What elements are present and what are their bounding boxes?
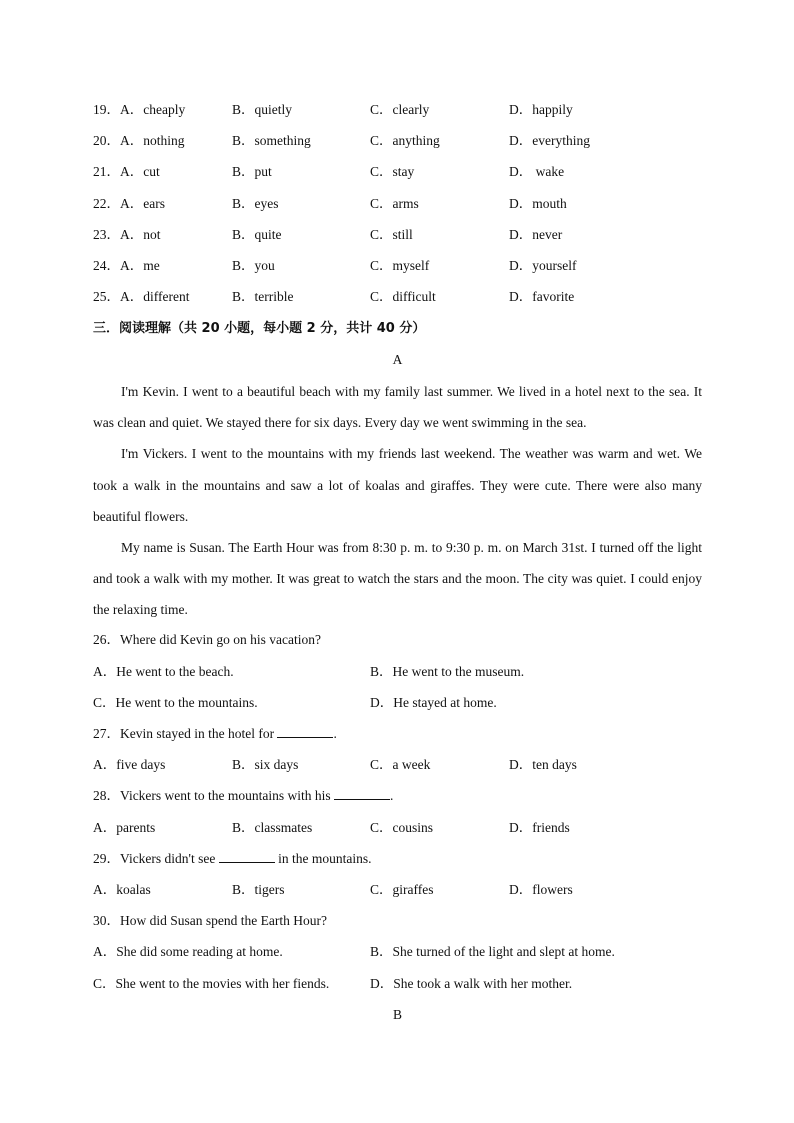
question-number: 21． xyxy=(93,164,120,179)
answer-blank xyxy=(277,723,333,738)
option-b: B．classmates xyxy=(232,820,313,835)
option-c: C．difficult xyxy=(370,289,436,304)
question-29-options xyxy=(93,879,702,901)
question-number-and-option-a xyxy=(93,286,189,308)
question-number: 25． xyxy=(93,289,120,304)
question-28-options xyxy=(93,817,702,839)
question-number: 20． xyxy=(93,133,120,148)
option-d: D．yourself xyxy=(509,258,577,273)
option-b: B．something xyxy=(232,133,311,148)
option-d: D．never xyxy=(509,227,563,242)
option-c: C．He went to the mountains. xyxy=(93,695,258,710)
passage-a-label: A xyxy=(392,352,403,367)
option-d: D．friends xyxy=(509,820,570,835)
question-26-options-row-1 xyxy=(93,661,702,683)
option-d: D．He stayed at home. xyxy=(370,695,497,710)
option-b: B．you xyxy=(232,258,275,273)
option-a: A．different xyxy=(120,289,190,304)
option-c: C．arms xyxy=(370,196,419,211)
option-b: B．She turned of the light and slept at home. xyxy=(370,944,615,959)
passage-b-label: B xyxy=(392,1007,402,1022)
question-27-stem xyxy=(93,723,702,745)
option-d: D．favorite xyxy=(509,289,575,304)
option-a: A．cheaply xyxy=(120,102,186,117)
option-c: C．anything xyxy=(370,133,440,148)
option-a: A．me xyxy=(120,258,160,273)
option-d: D．mouth xyxy=(509,196,567,211)
question-number: 22． xyxy=(93,196,120,211)
answer-blank xyxy=(334,785,390,800)
option-c: C．a week xyxy=(370,757,431,772)
option-a: A．not xyxy=(120,227,161,242)
question-26-stem: 26．Where did Kevin go on his vacation? xyxy=(93,632,321,647)
stem-text: 27．Kevin stayed in the hotel for xyxy=(93,726,278,741)
option-c: C．cousins xyxy=(370,820,434,835)
stem-text: 29．Vickers didn't see xyxy=(93,851,219,866)
cloze-question-row xyxy=(93,193,702,215)
option-a: A．cut xyxy=(120,164,160,179)
passage-paragraph: My name is Susan. The Earth Hour was from 8:30 p. m. to 9:30 p. m. on March 31st. I turned off the light and took a walk with my mother. It was great to watch the stars and the moon. The city was quiet. I could enjoy the relaxing time. xyxy=(93,540,702,618)
passage-a-body xyxy=(93,376,702,626)
stem-text-end: . xyxy=(390,788,394,803)
option-c: C．still xyxy=(370,227,413,242)
option-d: D． wake xyxy=(509,164,565,179)
option-a: A．nothing xyxy=(120,133,185,148)
option-c: C．She went to the movies with her fiends. xyxy=(93,976,330,991)
cloze-question-row xyxy=(93,130,702,152)
option-d: D．flowers xyxy=(509,882,573,897)
cloze-question-row xyxy=(93,286,702,308)
option-a: A．She did some reading at home. xyxy=(93,944,283,959)
question-28-stem xyxy=(93,785,702,807)
question-number-and-option-a xyxy=(93,161,160,183)
cloze-question-row xyxy=(93,224,702,246)
cloze-question-row xyxy=(93,161,702,183)
option-b: B．He went to the museum. xyxy=(370,664,525,679)
option-a: A．five days xyxy=(93,757,166,772)
option-a: A．koalas xyxy=(93,882,151,897)
option-a: A．parents xyxy=(93,820,156,835)
question-30-stem: 30．How did Susan spend the Earth Hour? xyxy=(93,913,327,928)
question-30-options-row-2 xyxy=(93,973,702,995)
option-d: D．happily xyxy=(509,102,573,117)
cloze-question-row xyxy=(93,255,702,277)
option-a: A．ears xyxy=(120,196,165,211)
option-b: B．quietly xyxy=(232,102,292,117)
option-c: C．clearly xyxy=(370,102,430,117)
question-number-and-option-a xyxy=(93,193,165,215)
option-c: C．stay xyxy=(370,164,415,179)
passage-paragraph: I'm Vickers. I went to the mountains with my friends last weekend. The weather was warm and wet. We took a walk in the mountains and saw a lot of koalas and giraffes. They were cute. There were also many beautiful flowers. xyxy=(93,446,702,524)
option-b: B．quite xyxy=(232,227,282,242)
passage-paragraph: I'm Kevin. I went to a beautiful beach with my family last summer. We lived in a hotel next to the sea. It was clean and quiet. We stayed there for six days. Every day we went swimming in the sea. xyxy=(93,384,702,431)
question-number-and-option-a xyxy=(93,130,185,152)
question-30-options-row-1 xyxy=(93,941,702,963)
option-b: B．six days xyxy=(232,757,299,772)
stem-text-end: . xyxy=(333,726,337,741)
question-number-and-option-a xyxy=(93,99,185,121)
stem-text: 28．Vickers went to the mountains with his xyxy=(93,788,335,803)
option-d: D．ten days xyxy=(509,757,577,772)
cloze-question-row xyxy=(93,99,702,121)
question-number: 23． xyxy=(93,227,120,242)
option-b: B．terrible xyxy=(232,289,294,304)
question-number-and-option-a xyxy=(93,255,160,277)
option-c: C．giraffes xyxy=(370,882,434,897)
option-b: B．tigers xyxy=(232,882,285,897)
option-d: D．She took a walk with her mother. xyxy=(370,976,573,991)
question-number-and-option-a xyxy=(93,224,161,246)
question-29-stem xyxy=(93,848,702,870)
question-number: 19． xyxy=(93,102,120,117)
question-27-options xyxy=(93,754,702,776)
option-b: B．eyes xyxy=(232,196,279,211)
option-c: C．myself xyxy=(370,258,430,273)
section-heading: 三．阅读理解（共 20 小题，每小题 2 分，共计 40 分） xyxy=(93,321,426,336)
answer-blank xyxy=(219,848,275,863)
option-b: B．put xyxy=(232,164,272,179)
option-a: A．He went to the beach. xyxy=(93,664,234,679)
stem-text-end: in the mountains. xyxy=(274,851,372,866)
question-26-options-row-2 xyxy=(93,692,702,714)
option-d: D．everything xyxy=(509,133,590,148)
question-number: 24． xyxy=(93,258,120,273)
